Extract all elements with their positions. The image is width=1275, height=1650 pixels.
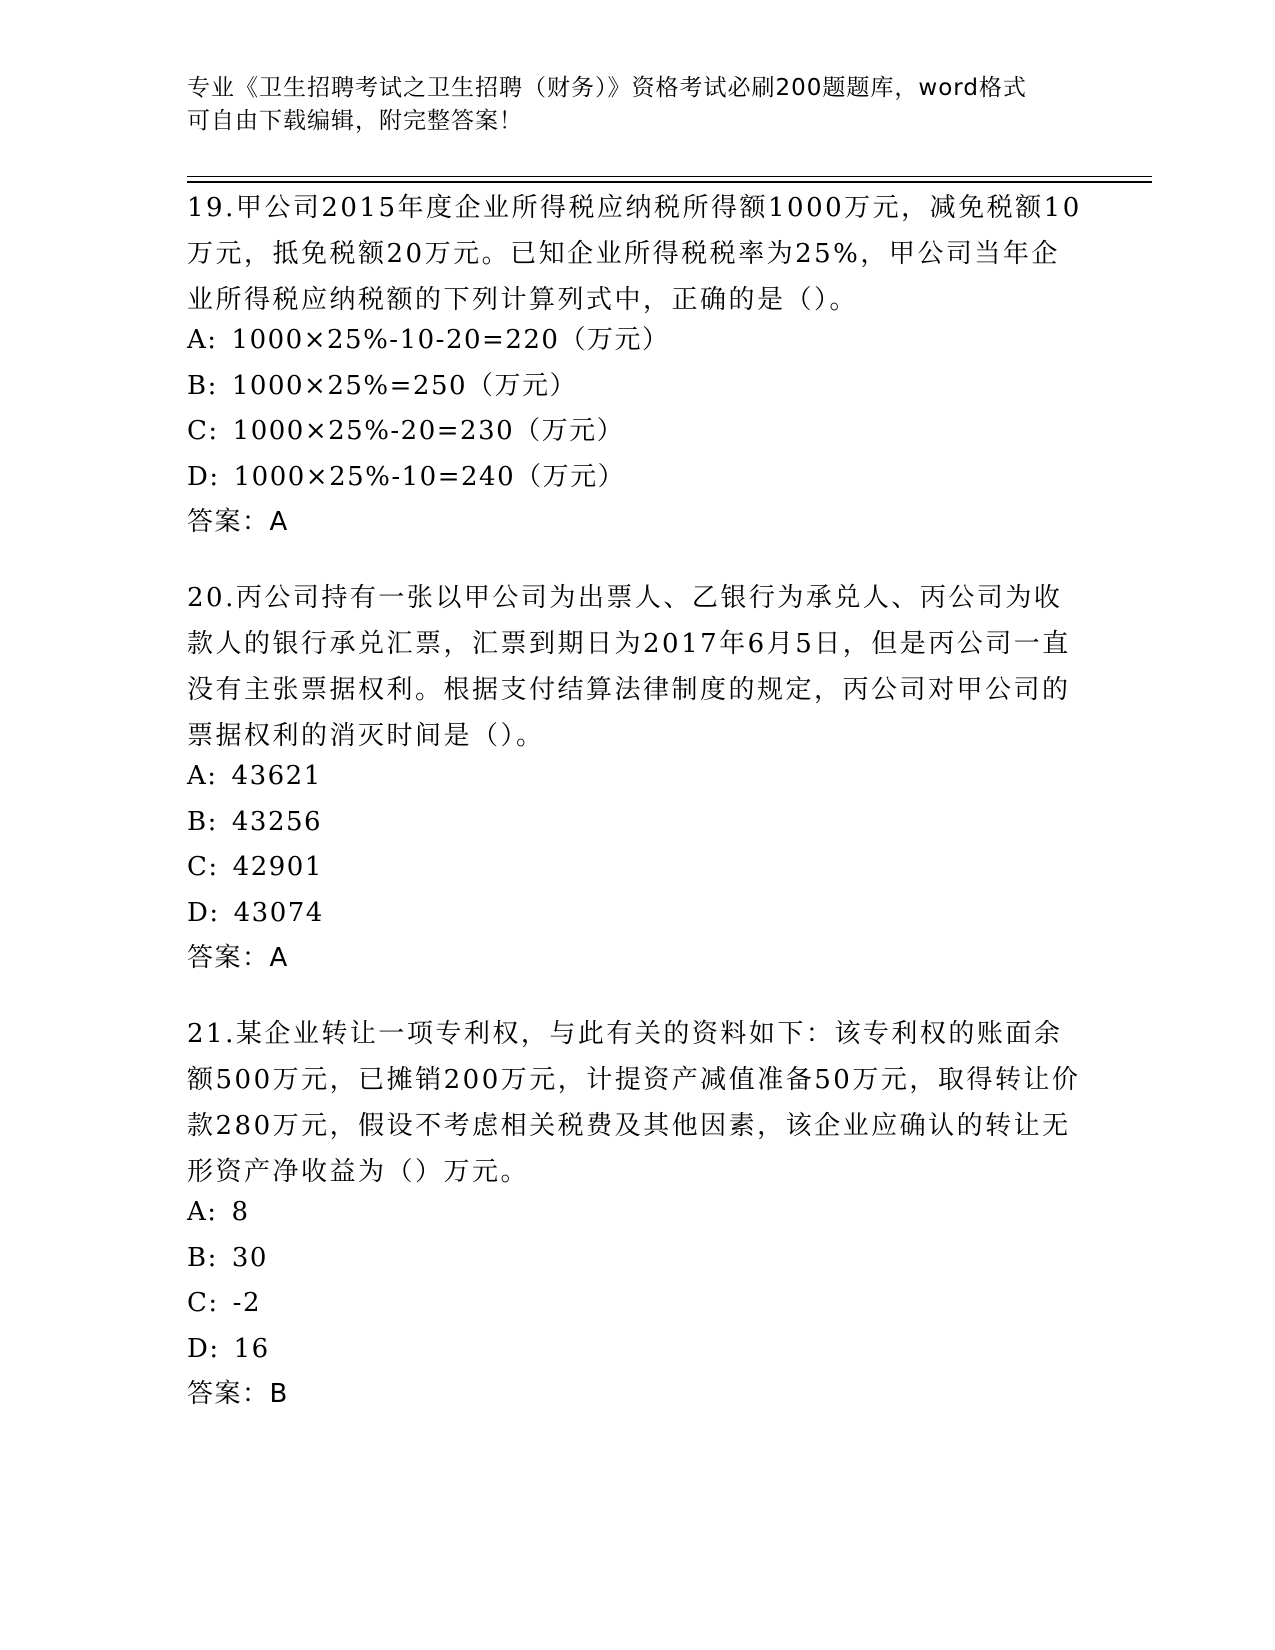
- question-20: [187, 575, 1082, 973]
- header-title-line-2: 可自由下载编辑，附完整答案！: [187, 108, 523, 134]
- option-letter: C:: [187, 852, 219, 882]
- option-letter: B:: [187, 806, 218, 837]
- option-letter: D:: [187, 897, 220, 928]
- question-stem: 20.丙公司持有一张以甲公司为出票人、乙银行为承兑人、丙公司为收款人的银行承兑汇票，汇票到期日为2017年6月5日，但是丙公司一直没有主张票据权利。根据支付结算法律制度的规定，丙公司对甲公司的票据权利的消灭时间是（）。: [187, 583, 1071, 751]
- answer-label: 答案：A: [187, 943, 289, 973]
- option-letter: C:: [187, 1288, 219, 1318]
- header-title-line-1: 专业《卫生招聘考试之卫生招聘（财务）》资格考试必刷200题题库，word格式: [187, 75, 1027, 101]
- option-a: [187, 761, 1082, 807]
- option-text: 1000×25%-20=230（万元）: [232, 416, 625, 446]
- header-divider-thick: [187, 181, 1152, 183]
- option-text: -2: [232, 1288, 261, 1318]
- option-b: [187, 1243, 1082, 1289]
- question-21: [187, 1011, 1082, 1409]
- option-text: 42901: [232, 852, 323, 882]
- option-letter: A:: [187, 1197, 218, 1227]
- option-a: [187, 325, 1082, 371]
- option-text: 43074: [233, 897, 324, 928]
- option-text: 1000×25%=250（万元）: [231, 370, 578, 401]
- option-text: 30: [231, 1242, 268, 1273]
- option-d: [187, 898, 1082, 944]
- option-letter: A:: [187, 761, 218, 791]
- question-19: [187, 185, 1082, 537]
- question-stem: 19.甲公司2015年度企业所得税应纳税所得额1000万元，减免税额10万元，抵免税额20万元。已知企业所得税税率为25%，甲公司当年企业所得税应纳税额的下列计算列式中，正确的是（）。: [187, 193, 1082, 315]
- option-letter: A:: [187, 325, 218, 355]
- option-d: [187, 462, 1082, 508]
- answer-label: 答案：A: [187, 507, 289, 537]
- option-d: [187, 1334, 1082, 1380]
- option-text: 1000×25%-10=240（万元）: [233, 461, 626, 492]
- option-b: [187, 807, 1082, 853]
- option-letter: C:: [187, 416, 219, 446]
- option-text: 43256: [231, 806, 323, 837]
- option-a: [187, 1197, 1082, 1243]
- option-c: [187, 852, 1082, 898]
- option-text: 1000×25%-10-20=220（万元）: [231, 325, 670, 355]
- option-letter: D:: [187, 1333, 220, 1364]
- option-text: 43621: [231, 761, 322, 791]
- option-text: 16: [233, 1333, 270, 1364]
- document-header: [187, 72, 1067, 138]
- answer-label: 答案：B: [187, 1379, 289, 1409]
- option-letter: B:: [187, 1242, 218, 1273]
- option-c: [187, 1288, 1082, 1334]
- option-c: [187, 416, 1082, 462]
- option-letter: B:: [187, 370, 218, 401]
- question-stem: 21.某企业转让一项专利权，与此有关的资料如下：该专利权的账面余额500万元，已摊销200万元，计提资产减值准备50万元，取得转让价款280万元，假设不考虑相关税费及其他因素，该企业应确认的转让无形资产净收益为（）万元。: [187, 1019, 1081, 1187]
- header-divider-thin: [187, 176, 1152, 177]
- option-text: 8: [231, 1197, 250, 1227]
- option-letter: D:: [187, 461, 220, 492]
- option-b: [187, 371, 1082, 417]
